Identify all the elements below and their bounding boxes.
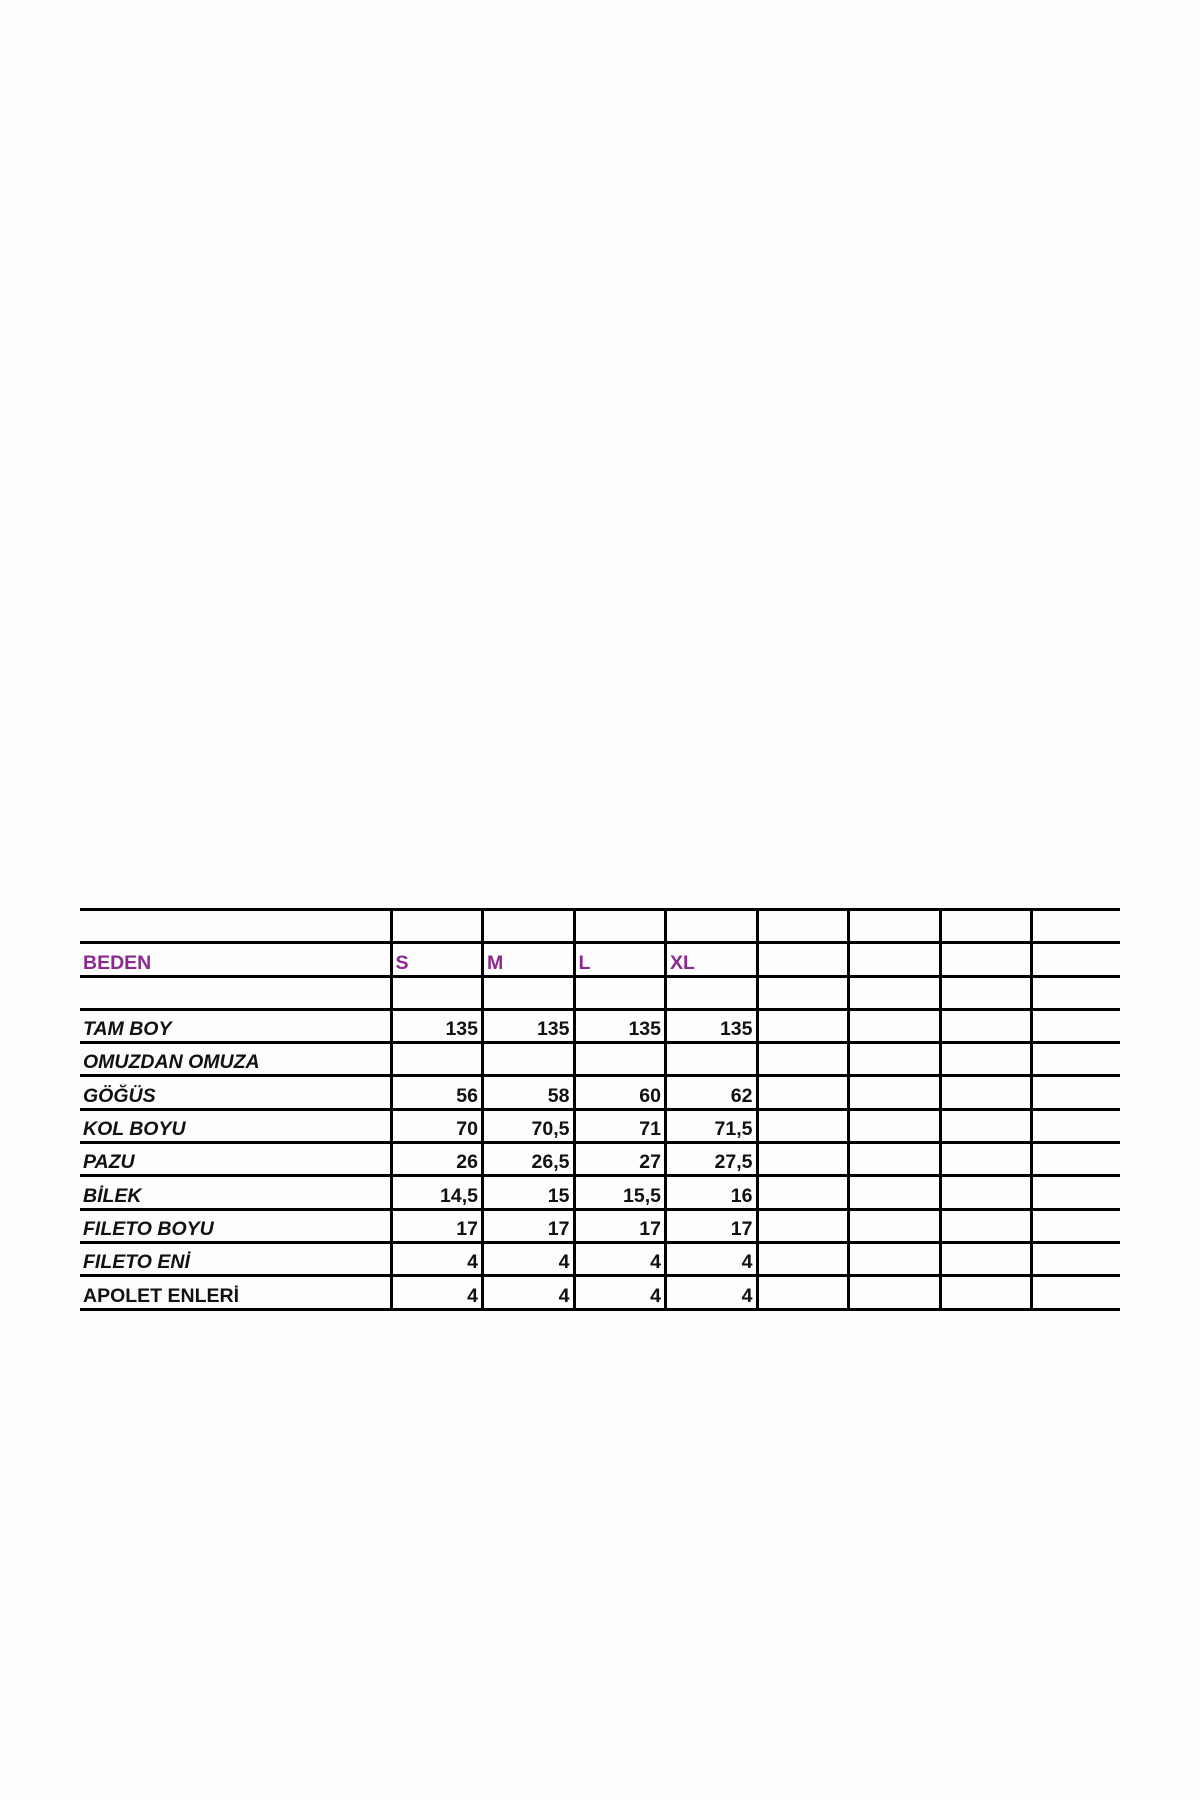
size-header-row xyxy=(80,943,1120,976)
measurement-value: 27,5 xyxy=(666,1143,758,1176)
empty-cell xyxy=(940,1242,1032,1275)
measurement-value: 71 xyxy=(574,1109,666,1142)
measurement-row-tam-boy xyxy=(80,1009,1120,1042)
measurement-label: FILETO BOYU xyxy=(80,1209,391,1242)
empty-cell xyxy=(940,1109,1032,1142)
measurement-value: 135 xyxy=(483,1009,575,1042)
measurement-row-pazu xyxy=(80,1143,1120,1176)
measurement-label: APOLET ENLERİ xyxy=(80,1276,391,1309)
measurement-label: OMUZDAN OMUZA xyxy=(80,1043,391,1076)
measurement-row-kol-boyu xyxy=(80,1109,1120,1142)
measurement-value: 4 xyxy=(483,1276,575,1309)
empty-cell xyxy=(940,1209,1032,1242)
empty-cell xyxy=(940,1176,1032,1209)
measurement-value: 26,5 xyxy=(483,1143,575,1176)
empty-cell xyxy=(940,1043,1032,1076)
empty-cell xyxy=(849,1176,941,1209)
measurement-value: 26 xyxy=(391,1143,483,1176)
empty-cell xyxy=(1032,1143,1121,1176)
measurement-value xyxy=(391,1043,483,1076)
size-chart xyxy=(80,908,1120,1311)
empty-cell xyxy=(1032,910,1121,943)
empty-cell xyxy=(849,1209,941,1242)
empty-cell xyxy=(940,910,1032,943)
empty-cell xyxy=(757,976,849,1009)
empty-cell xyxy=(483,976,575,1009)
empty-cell xyxy=(940,943,1032,976)
empty-cell xyxy=(849,1076,941,1109)
size-header-s: S xyxy=(391,943,483,976)
measurement-value: 4 xyxy=(391,1242,483,1275)
empty-cell xyxy=(1032,1176,1121,1209)
empty-cell xyxy=(391,910,483,943)
empty-cell xyxy=(849,1043,941,1076)
measurement-value xyxy=(666,1043,758,1076)
empty-cell xyxy=(757,1143,849,1176)
measurement-value: 4 xyxy=(666,1276,758,1309)
blank-row-spacer xyxy=(80,976,1120,1009)
measurement-value: 17 xyxy=(483,1209,575,1242)
measurement-value: 71,5 xyxy=(666,1109,758,1142)
empty-cell xyxy=(1032,1109,1121,1142)
measurement-value: 15,5 xyxy=(574,1176,666,1209)
blank-row-top xyxy=(80,910,1120,943)
empty-cell xyxy=(483,910,575,943)
empty-cell xyxy=(1032,1242,1121,1275)
empty-cell xyxy=(849,1009,941,1042)
measurement-value: 27 xyxy=(574,1143,666,1176)
measurement-value xyxy=(574,1043,666,1076)
empty-cell xyxy=(1032,1076,1121,1109)
measurement-row-gogus xyxy=(80,1076,1120,1109)
empty-cell xyxy=(757,1176,849,1209)
measurement-value: 135 xyxy=(574,1009,666,1042)
empty-cell xyxy=(757,1242,849,1275)
measurement-label: TAM BOY xyxy=(80,1009,391,1042)
empty-cell xyxy=(666,976,758,1009)
empty-cell xyxy=(940,1009,1032,1042)
empty-cell xyxy=(757,1009,849,1042)
empty-cell xyxy=(1032,1043,1121,1076)
empty-cell xyxy=(757,943,849,976)
empty-cell xyxy=(1032,943,1121,976)
empty-cell xyxy=(1032,1276,1121,1309)
measurement-value: 16 xyxy=(666,1176,758,1209)
empty-cell xyxy=(849,943,941,976)
empty-cell xyxy=(80,910,391,943)
measurement-value: 135 xyxy=(666,1009,758,1042)
measurement-label: FILETO ENİ xyxy=(80,1242,391,1275)
measurement-label: KOL BOYU xyxy=(80,1109,391,1142)
measurement-value: 58 xyxy=(483,1076,575,1109)
size-header-l: L xyxy=(574,943,666,976)
measurement-value: 62 xyxy=(666,1076,758,1109)
measurement-value: 70 xyxy=(391,1109,483,1142)
measurement-label: BİLEK xyxy=(80,1176,391,1209)
empty-cell xyxy=(80,976,391,1009)
size-header-m: M xyxy=(483,943,575,976)
empty-cell xyxy=(1032,976,1121,1009)
measurement-row-omuzdan-omuza xyxy=(80,1043,1120,1076)
empty-cell xyxy=(849,1109,941,1142)
empty-cell xyxy=(849,1143,941,1176)
measurement-value: 17 xyxy=(666,1209,758,1242)
size-header-label: BEDEN xyxy=(80,943,391,976)
measurement-value: 14,5 xyxy=(391,1176,483,1209)
empty-cell xyxy=(849,1276,941,1309)
measurement-value xyxy=(483,1043,575,1076)
empty-cell xyxy=(666,910,758,943)
empty-cell xyxy=(940,976,1032,1009)
size-header-xl: XL xyxy=(666,943,758,976)
empty-cell xyxy=(940,1143,1032,1176)
measurement-value: 17 xyxy=(391,1209,483,1242)
measurement-value: 4 xyxy=(666,1242,758,1275)
measurement-row-bilek xyxy=(80,1176,1120,1209)
empty-cell xyxy=(574,910,666,943)
empty-cell xyxy=(574,976,666,1009)
measurement-value: 135 xyxy=(391,1009,483,1042)
empty-cell xyxy=(849,1242,941,1275)
measurement-row-fileto-eni xyxy=(80,1242,1120,1275)
empty-cell xyxy=(1032,1009,1121,1042)
measurement-row-apolet-enleri xyxy=(80,1276,1120,1309)
empty-cell xyxy=(849,976,941,1009)
measurement-value: 17 xyxy=(574,1209,666,1242)
measurement-label: GÖĞÜS xyxy=(80,1076,391,1109)
empty-cell xyxy=(757,1276,849,1309)
measurement-value: 60 xyxy=(574,1076,666,1109)
measurement-value: 56 xyxy=(391,1076,483,1109)
empty-cell xyxy=(940,1076,1032,1109)
empty-cell xyxy=(757,1109,849,1142)
size-table xyxy=(80,908,1120,1311)
empty-cell xyxy=(940,1276,1032,1309)
measurement-row-fileto-boyu xyxy=(80,1209,1120,1242)
empty-cell xyxy=(757,1209,849,1242)
measurement-value: 4 xyxy=(574,1276,666,1309)
empty-cell xyxy=(1032,1209,1121,1242)
empty-cell xyxy=(757,1076,849,1109)
measurement-value: 4 xyxy=(483,1242,575,1275)
empty-cell xyxy=(849,910,941,943)
empty-cell xyxy=(757,1043,849,1076)
measurement-label: PAZU xyxy=(80,1143,391,1176)
measurement-value: 4 xyxy=(574,1242,666,1275)
measurement-value: 15 xyxy=(483,1176,575,1209)
empty-cell xyxy=(757,910,849,943)
measurement-value: 4 xyxy=(391,1276,483,1309)
measurement-value: 70,5 xyxy=(483,1109,575,1142)
empty-cell xyxy=(391,976,483,1009)
